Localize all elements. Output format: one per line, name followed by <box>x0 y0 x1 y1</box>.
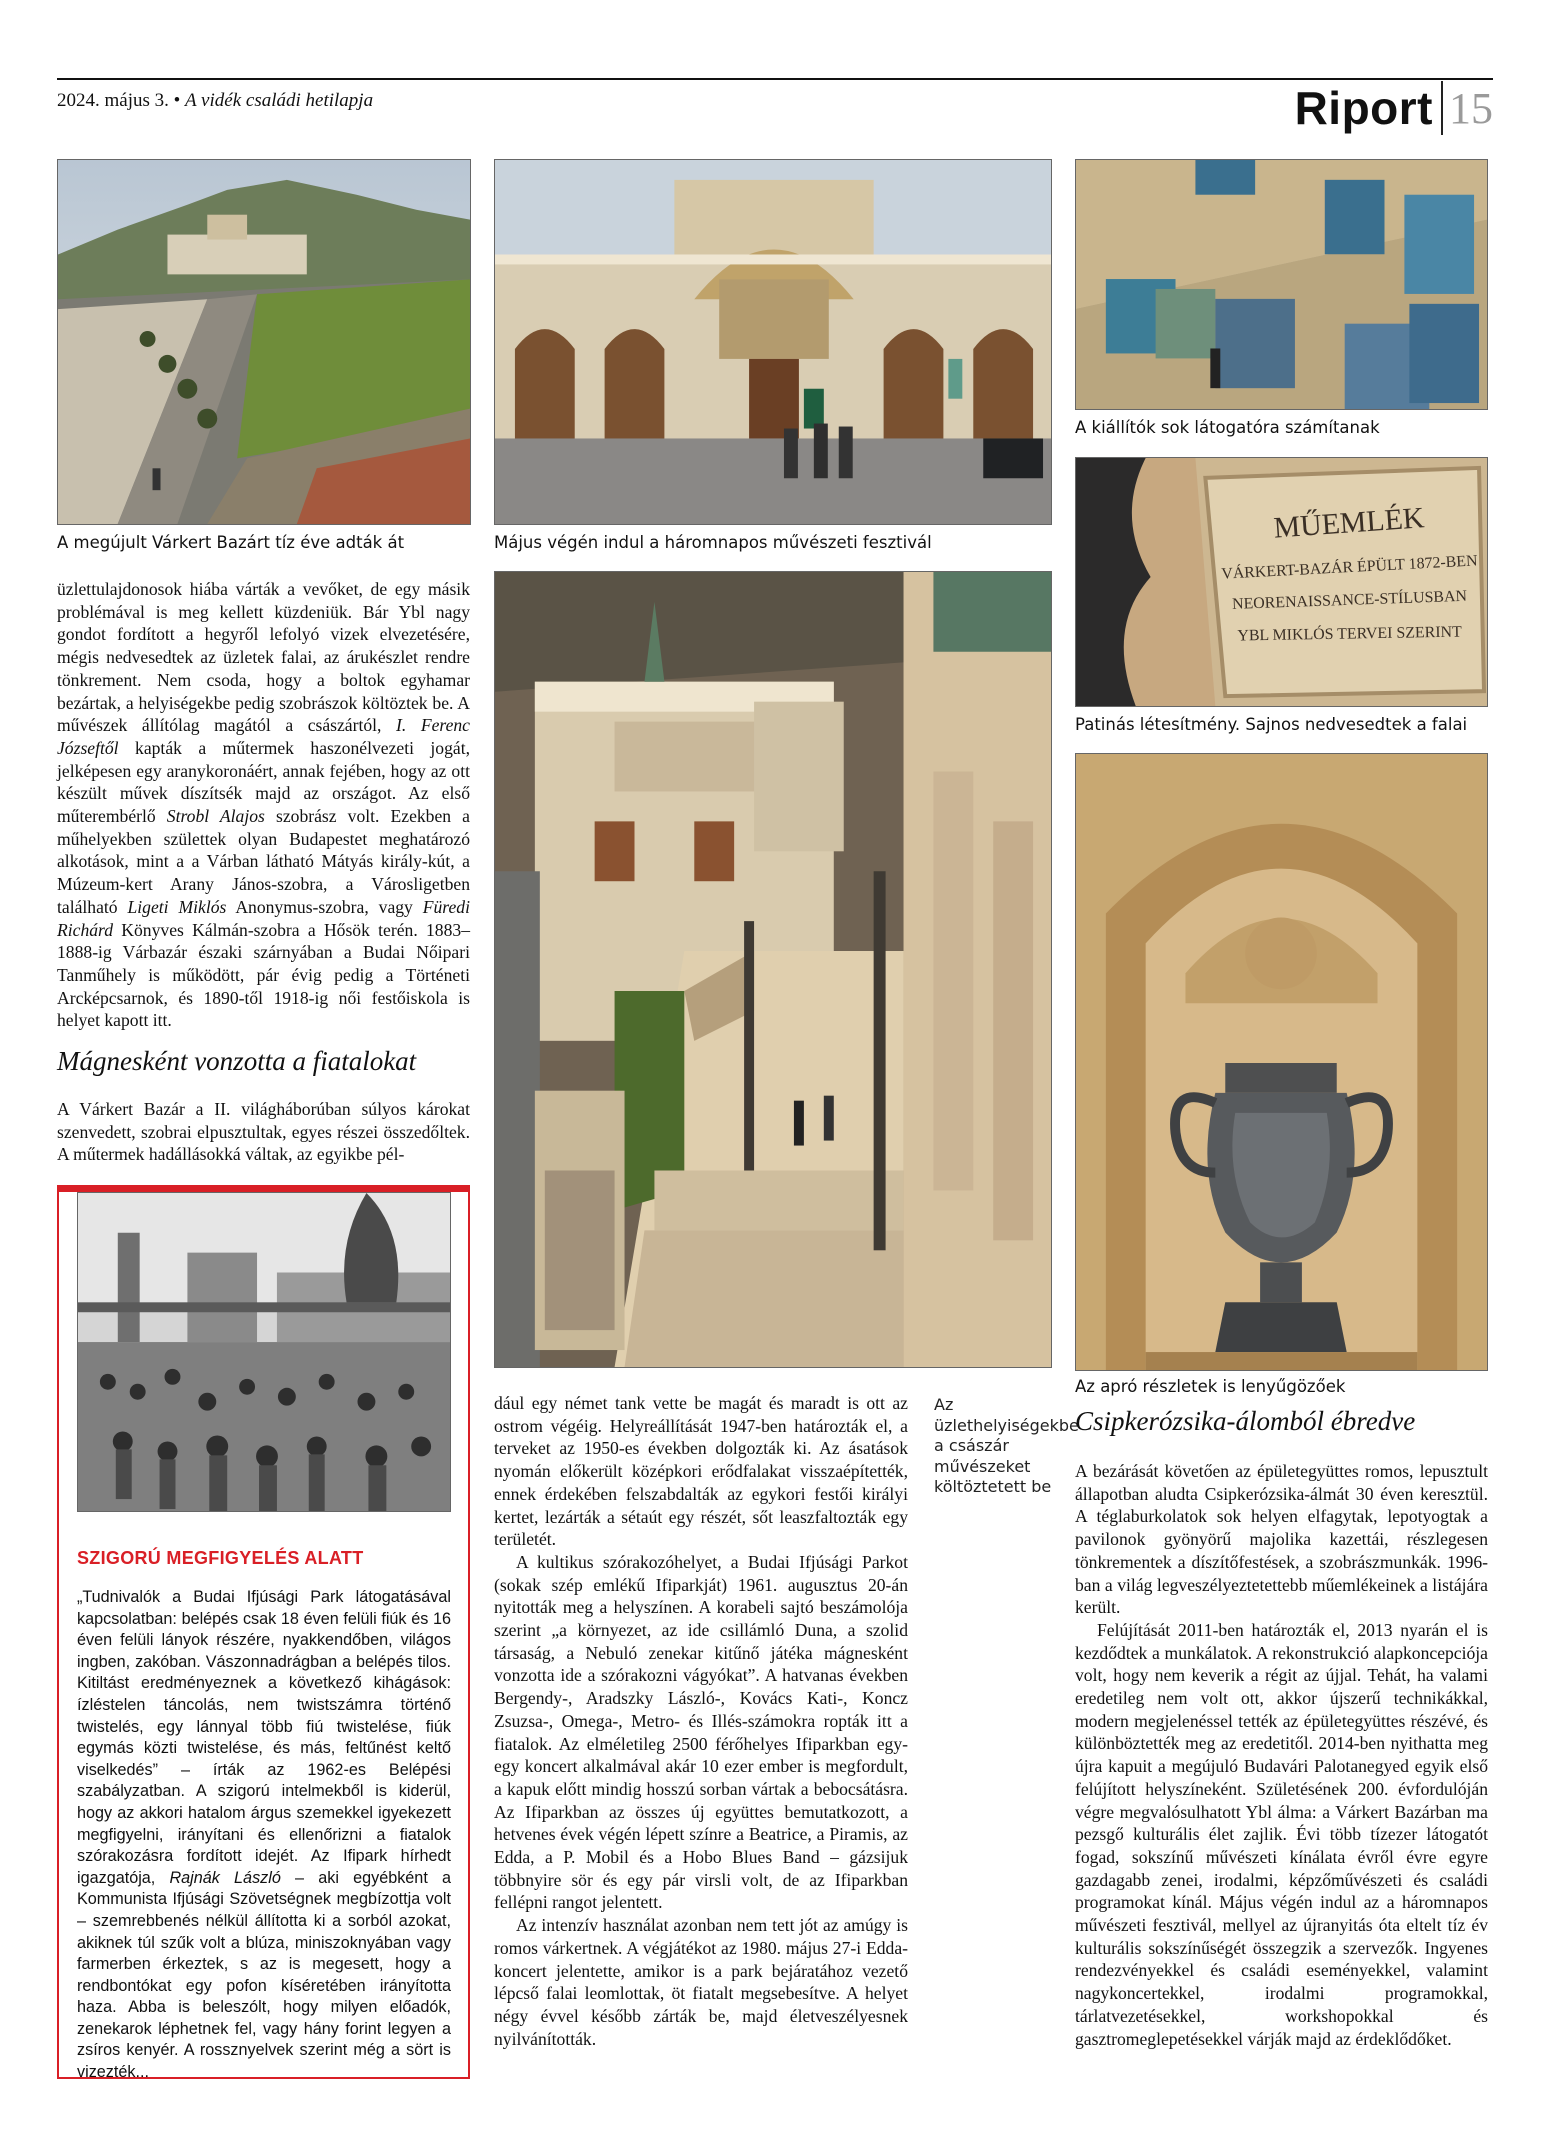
article-paragraph: Az intenzív használat azonban nem tett jót az amúgy is romos várkertnek. A végjátékot az 1980. május 27-i Edda-koncert jelentette, amikor is a park bejáratához vezető lépcső falai leomlottak, öt fiatalt megsebesítve. A helyet négy évvel később zárták be, majd életveszélyesnek nyilvánították. <box>494 1915 908 2049</box>
plaque-line-4: YBL MIKLÓS TERVEI SZERINT <box>1237 623 1462 645</box>
section-header <box>1295 78 1493 138</box>
sidebar-box <box>57 1185 470 2082</box>
issue-date: 2024. május 3. <box>57 90 169 111</box>
caption-photo-3: A kiállítók sok látogatóra számítanak <box>1075 418 1380 437</box>
pull-quote: Az üzlethelyiségekbe a császár művészeket költöztetett be <box>934 1395 1079 1496</box>
article-paragraph: A Várkert Bazár a II. világháborúban súlyos károkat szenvedett, szobrai elpusztultak, egyes részei összedőltek. A műtermek hadállásokká váltak, az egyikbe pél- <box>57 1099 470 1165</box>
sidebar-title: SZIGORÚ MEGFIGYELÉS ALATT <box>77 1548 364 1568</box>
dateline-bullet: • <box>173 90 181 111</box>
caption-photo-6: Az apró részletek is lenyűgözőek <box>1075 1377 1346 1396</box>
person-name: Ligeti Miklós <box>127 896 227 917</box>
issue-dateline <box>57 90 373 112</box>
plaque-line-2: VÁRKERT-BAZÁR ÉPÜLT 1872-BEN <box>1220 552 1478 583</box>
plaque-title: MŰEMLÉK <box>1272 501 1426 545</box>
article-column-1-continued <box>57 1098 470 1166</box>
person-name: Füredi Richárd <box>57 896 470 940</box>
article-column-3 <box>1075 1460 1488 2050</box>
photo-courtyard-staircase <box>494 571 1052 1368</box>
caption-photo-1: A megújult Várkert Bazárt tíz éve adták át <box>57 533 405 552</box>
article-paragraph: Felújítását 2011-ben határozták el, 2013 nyarán el is kezdődtek a munkálatok. A rekonstrukció alapkoncepciója volt, hogy nem keverik a régit az újjal. Tehát, ha valami eredetileg nem volt ott, akkor újszerű technikákkal, modern megjelenéssel tették az épületegyüttes részévé, és különböztették meg az eredetitől. 2014-ben nyithatta meg újra kapuit a megújuló Budavári Palotanegyed egyik első felújított helyszíneként. Születésének 200. évfordulóján végre megvalósulhatott Ybl álma: a Várkert Bazárban ma pezsgő kulturális élet zajlik. Évi több tízezer látogatót fogad, sokszínű művészeti kínálata évről évre egyre gazdagabb zenei, irodalmi, képzőművészeti és családi programokat kínál. Május végén indul az a háromnapos művészeti fesztivál, mellyel az újranyitás óta eltelt tíz év kulturális sokszínűségét összegzik a szervezők. Ingyenes rendezvényekkel és családi eseményekkel, valamint nagykoncertekkel, irodalmi programokkal, tárlatvezetésekkel, workshopokkal és gasztromeglepetésekkel várják majd az érdeklődőket. <box>1075 1619 1488 2049</box>
plaque-line-3: NEORENAISSANCE-STÍLUSBAN <box>1231 587 1468 613</box>
publication-tagline: A vidék családi hetilapja <box>185 90 374 111</box>
article-column-2 <box>494 1392 908 2050</box>
photo-exhibition-panels <box>1075 159 1488 410</box>
subheading-sleeping-beauty: Csipkerózsika-álomból ébredve <box>1075 1406 1416 1436</box>
article-paragraph: A bezárását követően az épületegyüttes romos, lepusztult állapotban aludta Csipkerózsika-álmát 30 éven keresztül. A téglaburkolatok sok helyen elfagytak, lepotyogtak a pavilonok gyönyörű majolika kazettái, részlegesen tönkrementek a díszítőfestések, a szobrászmunkák. 1996-ban a világ legveszélyeztetettebb műemlékeinek a listájára került. <box>1075 1461 1488 1618</box>
subheading-magnet: Mágnesként vonzotta a fiatalokat <box>57 1046 417 1076</box>
photo-monument-plaque <box>1075 457 1488 707</box>
caption-photo-4: Patinás létesítmény. Sajnos nedvesedtek a falai <box>1075 715 1468 734</box>
photo-pavilion-facade <box>494 159 1052 525</box>
article-column-1 <box>57 578 470 1032</box>
caption-photo-2: Május végén indul a háromnapos művészeti fesztivál <box>494 533 932 552</box>
person-name: Rajnák László <box>169 1868 281 1887</box>
page-number: 15 <box>1449 83 1493 133</box>
article-paragraph: üzlettulajdonosok hiába várták a vevőket, de egy másik problémával is meg kellett küzdeniük. Bár Ybl nagy gondot fordított a hegyről lefolyó vizek elvezetésére, mégis nedvesedtek az üzletek falai, az árukészlet rendre tönkrement. Nem csoda, hogy a boltok egyhamar bezártak, a helyiségekbe pedig szobrászok költöztek be. A művészek állítólag magától a császártól, I. Ferenc Józseftől kapták a műtermek haszonélvezeti jogát, jelképesen egy aranykoronáért, annak fejében, hogy az ott készült művek díszítsék majd az országot. Az első műterembérlő Strobl Alajos szobrász volt. Ezekben a műhelyekben születtek olyan Budapestet meghatározó alkotások, mint a a Várban látható Mátyás király-kút, a Múzeum-kert Arany János-szobra, a Városligetben található Ligeti Miklós Anonymus-szobra, vagy Füredi Richárd Könyves Kálmán-szobra a Hősök terén. 1883–1888-ig Várbazár északi szárnyában a Budai Nőipari Tanműhely is működött, pár évig pedig a Történeti Arcképcsarnok, és 1890-től 1918-ig női festőiskola is helyet kapott itt. <box>57 579 470 1031</box>
photo-garden-promenade <box>57 159 471 525</box>
photo-ornate-urn <box>1075 753 1488 1371</box>
person-name: I. Ferenc Józseftől <box>57 715 470 758</box>
article-paragraph: dául egy német tank vette be magát és maradt is ott az ostrom végéig. Helyreállítását 1947-ben határozták el, a terveket az 1950-es években dolgozták ki. Az ásatások nyomán előkerült középkori erődfalakat visszaépítették, ennek érdekében felszabdalták az egykori festői királyi kertet, lezárták a sétaút egy részét, sőt leaszfaltozták egy területét. <box>494 1393 908 1550</box>
photo-historic-dance-crowd <box>77 1192 451 1512</box>
person-name: Strobl Alajos <box>166 806 265 827</box>
article-paragraph: A kultikus szórakozóhelyet, a Budai Ifjúsági Parkot (sokak szép emlékű Ifiparkját) 1961. augusztus 20-án nyitották meg a helyszínen. A korabeli sajtó beszámolója szerint „a környezet, az ide csillámló Duna, a szolid társaság, a Nebuló zenekar kitűnő játéka mágnesként vonzotta ide a szórakozni vágyókat”. A hatvanas években Bergendy-, Aradszky László-, Kovács Kati-, Koncz Zsuzsa-, Omega-, Metro- és Illés-számokra ropták itt a fiatalok. Az elméletileg 2500 férőhelyes Ifiparkban egy-egy koncert alkalmával akár 10 ezer ember is megfordult, a kapuk előtt mindig hosszú sorban vártak a bebocsátásra. Az Ifiparkban az összes új együttes bemutatkozott, a hetvenes évek végén lépett színre a Beatrice, a Piramis, az Edda, a P. Mobil és a Hobo Blues Band – gázsijuk többnyire sör és egy pár virsli volt, de az Ifiparkban fellépni rangot jelentett. <box>494 1551 908 1913</box>
sidebar-text: „Tudnivalók a Budai Ifjúsági Park látogatásával kapcsolatban: belépés csak 18 éven felüli fiúk és 16 éven felüli lányok részére, nyakkendőben, világos ingben, zakóban. Vászonnadrágban a belépés tilos. Kitiltást eredményeznek a következő kihágások: ízléstelen táncolás, nem twistszámra történő twistelés, egy lánnyal több fiú twistelése, fiúk egymás közti twistelése, és más, feltűnést keltő viselkedés” – írták az 1962-es Belépési szabályzatban. A szigorú intelmekből is kiderül, hogy az akkori hatalom árgus szemekkel igyekezett megfigyelni, irányítani és ellenőrizni a fiatalok szórakozásra fordított idejét. Az Ifipark hírhedt igazgatója, Rajnák László – aki egyébként a Kommunista Ifjúsági Szövetségnek megbízottja volt – szemrebbenés nélkül állította ki a sorból azokat, akiknek túl szűk volt a blúza, miniszoknyában vagy farmerben érkeztek, s az is megesett, hogy a rendbontókat egy pofon kíséretében irányította haza. Abba is beleszólt, hogy milyen előadók, zenekarok léphetnek fel, vagy hány forint legyen a zsíros kenyér. A rossznyelvek szerint még a sört is vizezték... <box>77 1588 451 2082</box>
section-title: Riport <box>1294 82 1433 134</box>
header-rule <box>57 78 1493 80</box>
